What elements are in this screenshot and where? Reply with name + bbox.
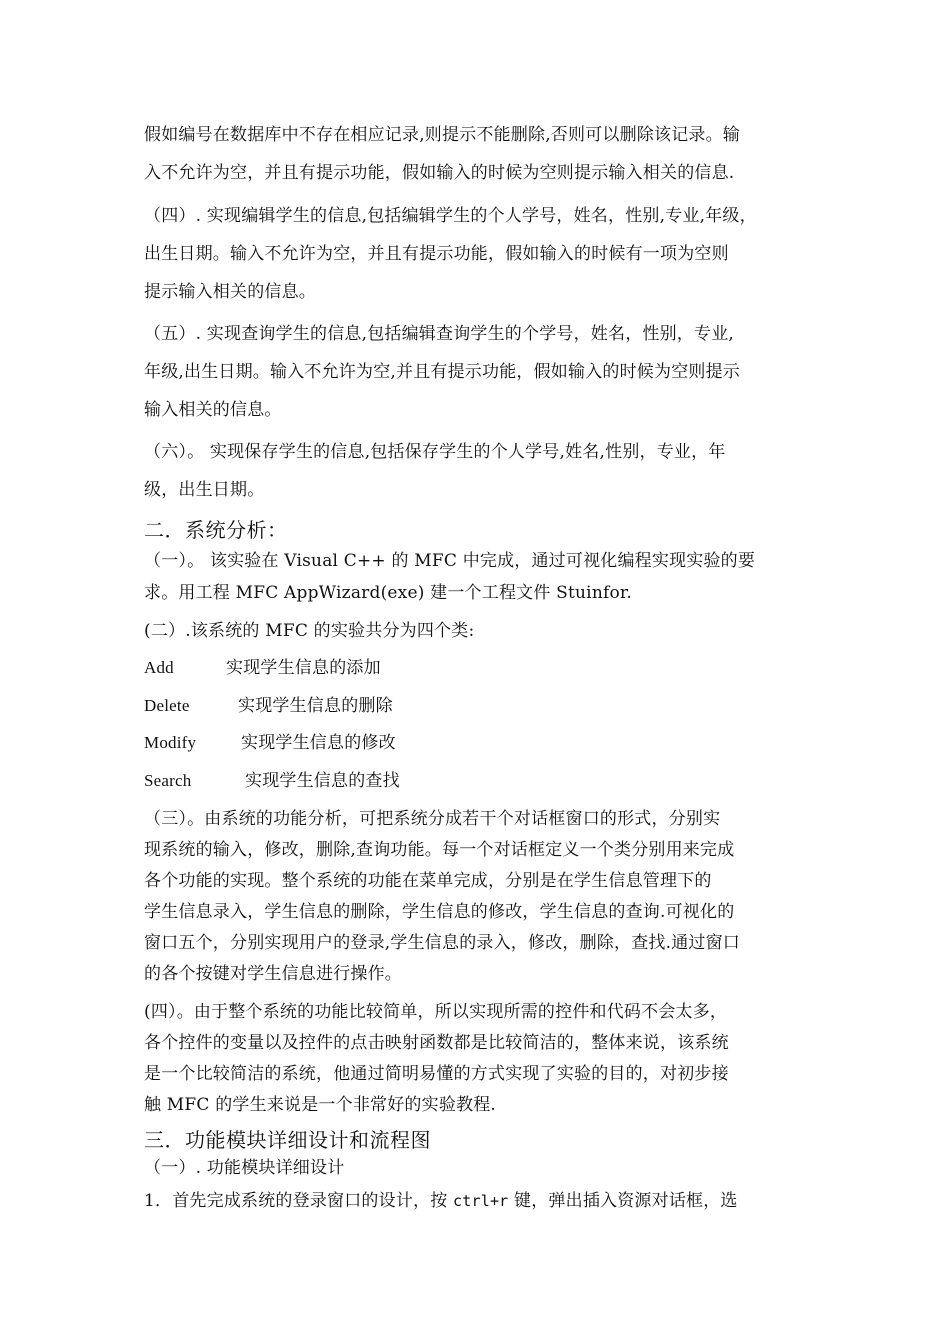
paragraph-line: 级，出生日期。 xyxy=(144,480,265,500)
class-name: Search xyxy=(144,771,192,790)
paragraph-line: （五）. 实现查询学生的信息,包括编辑查询学生的个学号，姓名，性别，专业, xyxy=(144,324,735,344)
paragraph-line: (四）。由于整个系统的功能比较简单，所以实现所需的控件和代码不会太多， xyxy=(144,1002,728,1022)
section-heading: 二．系统分析： xyxy=(144,518,288,542)
paragraph-line: 出生日期。输入不允许为空，并且有提示功能，假如输入的时候有一项为空则 xyxy=(144,244,729,264)
paragraph-line: 输入相关的信息。 xyxy=(144,400,282,420)
class-name: Add xyxy=(144,658,174,677)
paragraph-line: （四）. 实现编辑学生的信息,包括编辑学生的个人学号，姓名，性别,专业,年级， xyxy=(144,206,757,226)
paragraph-line: 的各个按键对学生信息进行操作。 xyxy=(144,964,402,984)
paragraph-line: 各个控件的变量以及控件的点击映射函数都是比较简洁的，整体来说，该系统 xyxy=(144,1033,729,1053)
keyboard-shortcut: ctrl+r xyxy=(453,1192,509,1210)
class-list-item xyxy=(144,695,393,717)
paragraph-line: 现系统的输入，修改，删除,查询功能。每一个对话框定义一个类分别用来完成 xyxy=(144,840,735,860)
class-name: Modify xyxy=(144,733,197,752)
paragraph-line: 学生信息录入，学生信息的删除，学生信息的修改，学生信息的查询.可视化的 xyxy=(144,902,735,922)
class-description: 实现学生信息的查找 xyxy=(245,771,400,791)
paragraph-line: 假如编号在数据库中不存在相应记录,则提示不能删除,否则可以删除该记录。输 xyxy=(144,125,741,145)
subsection-heading: （一）. 功能模块详细设计 xyxy=(144,1158,345,1178)
class-description: 实现学生信息的修改 xyxy=(241,733,396,753)
paragraph-line: （三）。由系统的功能分析，可把系统分成若干个对话框窗口的形式，分别实 xyxy=(144,809,721,829)
paragraph-line xyxy=(144,1190,738,1212)
paragraph-line: 各个功能的实现。整个系统的功能在菜单完成，分别是在学生信息管理下的 xyxy=(144,871,712,891)
class-description: 实现学生信息的删除 xyxy=(238,696,393,716)
paragraph-line: (二）.该系统的 MFC 的实验共分为四个类: xyxy=(144,621,475,641)
paragraph-line: 是一个比较简洁的系统，他通过简明易懂的方式实现了实验的目的，对初步接 xyxy=(144,1064,729,1084)
text-span: 1．首先完成系统的登录窗口的设计，按 xyxy=(144,1191,454,1211)
paragraph-line: 入不允许为空，并且有提示功能，假如输入的时候为空则提示输入相关的信息. xyxy=(144,163,735,183)
paragraph-line: （一）。 该实验在 Visual C++ 的 MFC 中完成，通过可视化编程实现实验的要 xyxy=(144,551,756,571)
text-span: 键，弹出插入资源对话框，选 xyxy=(508,1191,738,1211)
class-description: 实现学生信息的添加 xyxy=(226,658,381,678)
paragraph-line: 求。用工程 MFC AppWizard(exe) 建一个工程文件 Stuinfor. xyxy=(144,583,632,603)
paragraph-line: （六）。 实现保存学生的信息,包括保存学生的个人学号,姓名,性别，专业，年 xyxy=(144,442,726,462)
class-name: Delete xyxy=(144,696,190,715)
class-list-item xyxy=(144,770,400,792)
paragraph-line: 窗口五个，分别实现用户的登录,学生信息的录入，修改，删除，查找.通过窗口 xyxy=(144,933,741,953)
paragraph-line: 年级,出生日期。输入不允许为空,并且有提示功能，假如输入的时候为空则提示 xyxy=(144,362,741,382)
paragraph-line: 触 MFC 的学生来说是一个非常好的实验教程. xyxy=(144,1095,497,1115)
paragraph-line: 提示输入相关的信息。 xyxy=(144,282,316,302)
class-list-item xyxy=(144,657,381,679)
class-list-item xyxy=(144,732,396,754)
section-heading: 三．功能模块详细设计和流程图 xyxy=(144,1128,431,1152)
